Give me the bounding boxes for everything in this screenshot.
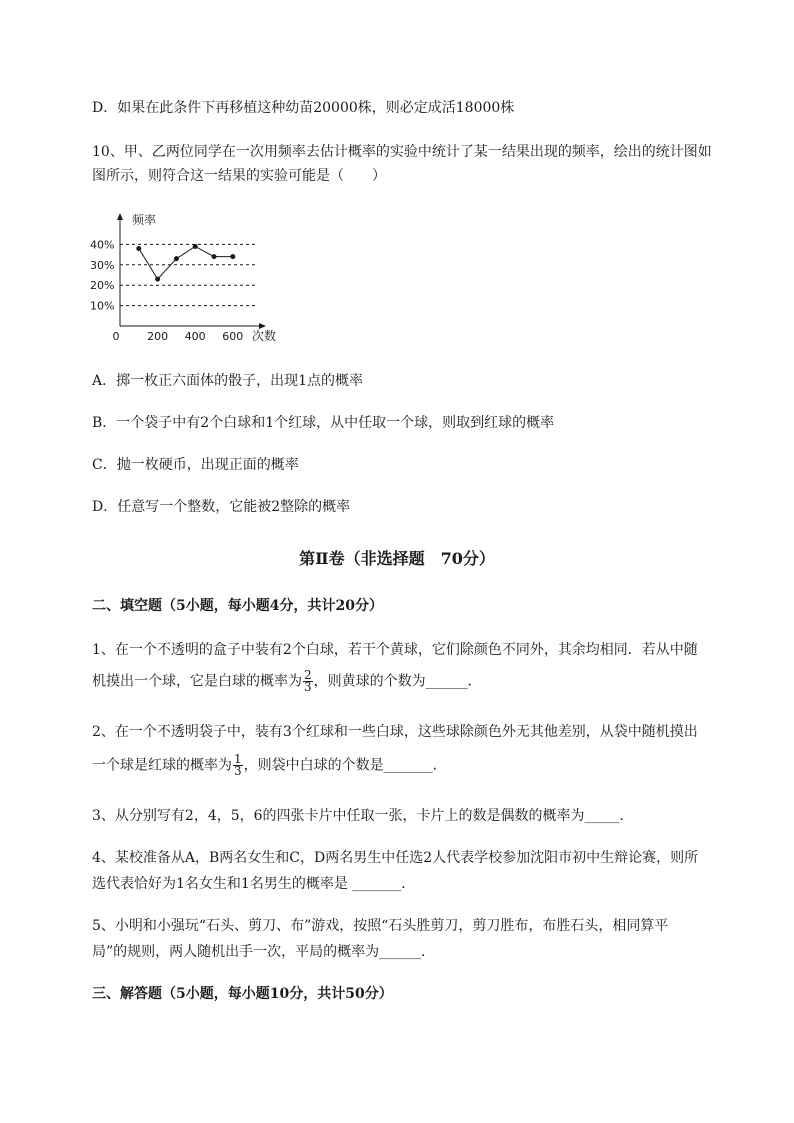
data-point: [155, 277, 160, 282]
frequency-chart: [88, 208, 298, 348]
q10-option-d: D．任意写一个整数，它能被2整除的概率: [92, 499, 351, 515]
x-tick-label: 600: [222, 330, 244, 343]
data-point: [212, 254, 217, 259]
x-tick-label: 0: [112, 330, 120, 343]
x-axis-label: 次数: [252, 329, 277, 343]
data-point: [230, 254, 235, 259]
q10-stem-line2: 图所示，则符合这一结果的实验可能是（ ）: [92, 168, 386, 184]
y-axis-label: 频率: [132, 213, 157, 227]
frequency-series-line: [139, 246, 233, 279]
section-answer-heading: 三、解答题（5小题，每小题10分，共计50分）: [92, 986, 393, 1002]
fill-q2-line2-post: ，则袋中白球的个数是_______．: [243, 757, 447, 774]
fill-q3: 3、从分别写有2，4，5，6的四张卡片中任取一张，卡片上的数是偶数的概率为_____．: [92, 808, 634, 824]
q10-option-a: A．掷一枚正六面体的骰子，出现1点的概率: [92, 373, 364, 389]
fill-q4-line1: 4、某校准备从A，B两名女生和C，D两名男生中任选2人代表学校参加沈阳市初中生辩论赛，则所: [92, 850, 699, 866]
fill-q1-line2: [92, 670, 482, 693]
x-tick-label: 200: [147, 330, 169, 343]
q10-option-c: C．抛一枚硬币，出现正面的概率: [92, 457, 299, 473]
section-fill-heading: 二、填空题（5小题，每小题4分，共计20分）: [92, 598, 383, 614]
fill-q2-line2-pre: 一个球是红球的概率为: [92, 757, 232, 774]
fraction-two-thirds: $\frac{2}{3}$: [304, 668, 312, 694]
q10-option-b: B．一个袋子中有2个白球和1个红球，从中任取一个球，则取到红球的概率: [92, 415, 555, 431]
fill-q4-line2: 选代表恰好为1名女生和1名男生的概率是 _______．: [92, 876, 416, 892]
data-point: [174, 256, 179, 261]
y-axis-arrow: [117, 213, 123, 220]
data-point: [136, 246, 141, 251]
q10-stem-line1: 10、甲、乙两位同学在一次用频率去估计概率的实验中统计了某一结果出现的频率，绘出的统计图如: [92, 144, 712, 160]
y-tick-label: 40%: [90, 238, 115, 252]
data-point: [193, 244, 198, 249]
y-tick-label: 30%: [90, 258, 115, 272]
x-tick-label: 400: [184, 330, 206, 343]
fill-q5-line1: 5、小明和小强玩“石头、剪刀、布”游戏，按照“石头胜剪刀，剪刀胜布，布胜石头，相同算平: [92, 918, 669, 934]
q9-option-d: D．如果在此条件下再移植这种幼苗20000株，则必定成活18000株: [92, 100, 515, 116]
fraction-one-third: $\frac{1}{3}$: [234, 752, 242, 778]
fill-q2-line2: [92, 754, 447, 777]
part2-title: 第Ⅱ卷（非选择题 70分）: [299, 549, 495, 568]
fill-q5-line2: 局”的规则，两人随机出手一次，平局的概率为______．: [92, 944, 436, 960]
fill-q1-line1: 1、在一个不透明的盒子中装有2个白球，若干个黄球，它们除颜色不同外，其余均相同．若从中随: [92, 642, 698, 658]
y-tick-label: 20%: [90, 279, 115, 293]
fill-q1-line2-post: ，则黄球的个数为______．: [313, 673, 482, 690]
y-tick-label: 10%: [90, 299, 115, 313]
fill-q2-line1: 2、在一个不透明袋子中，装有3个红球和一些白球，这些球除颜色外无其他差别，从袋中随机摸出: [92, 724, 698, 740]
fill-q1-line2-pre: 机摸出一个球，它是白球的概率为: [92, 673, 302, 690]
